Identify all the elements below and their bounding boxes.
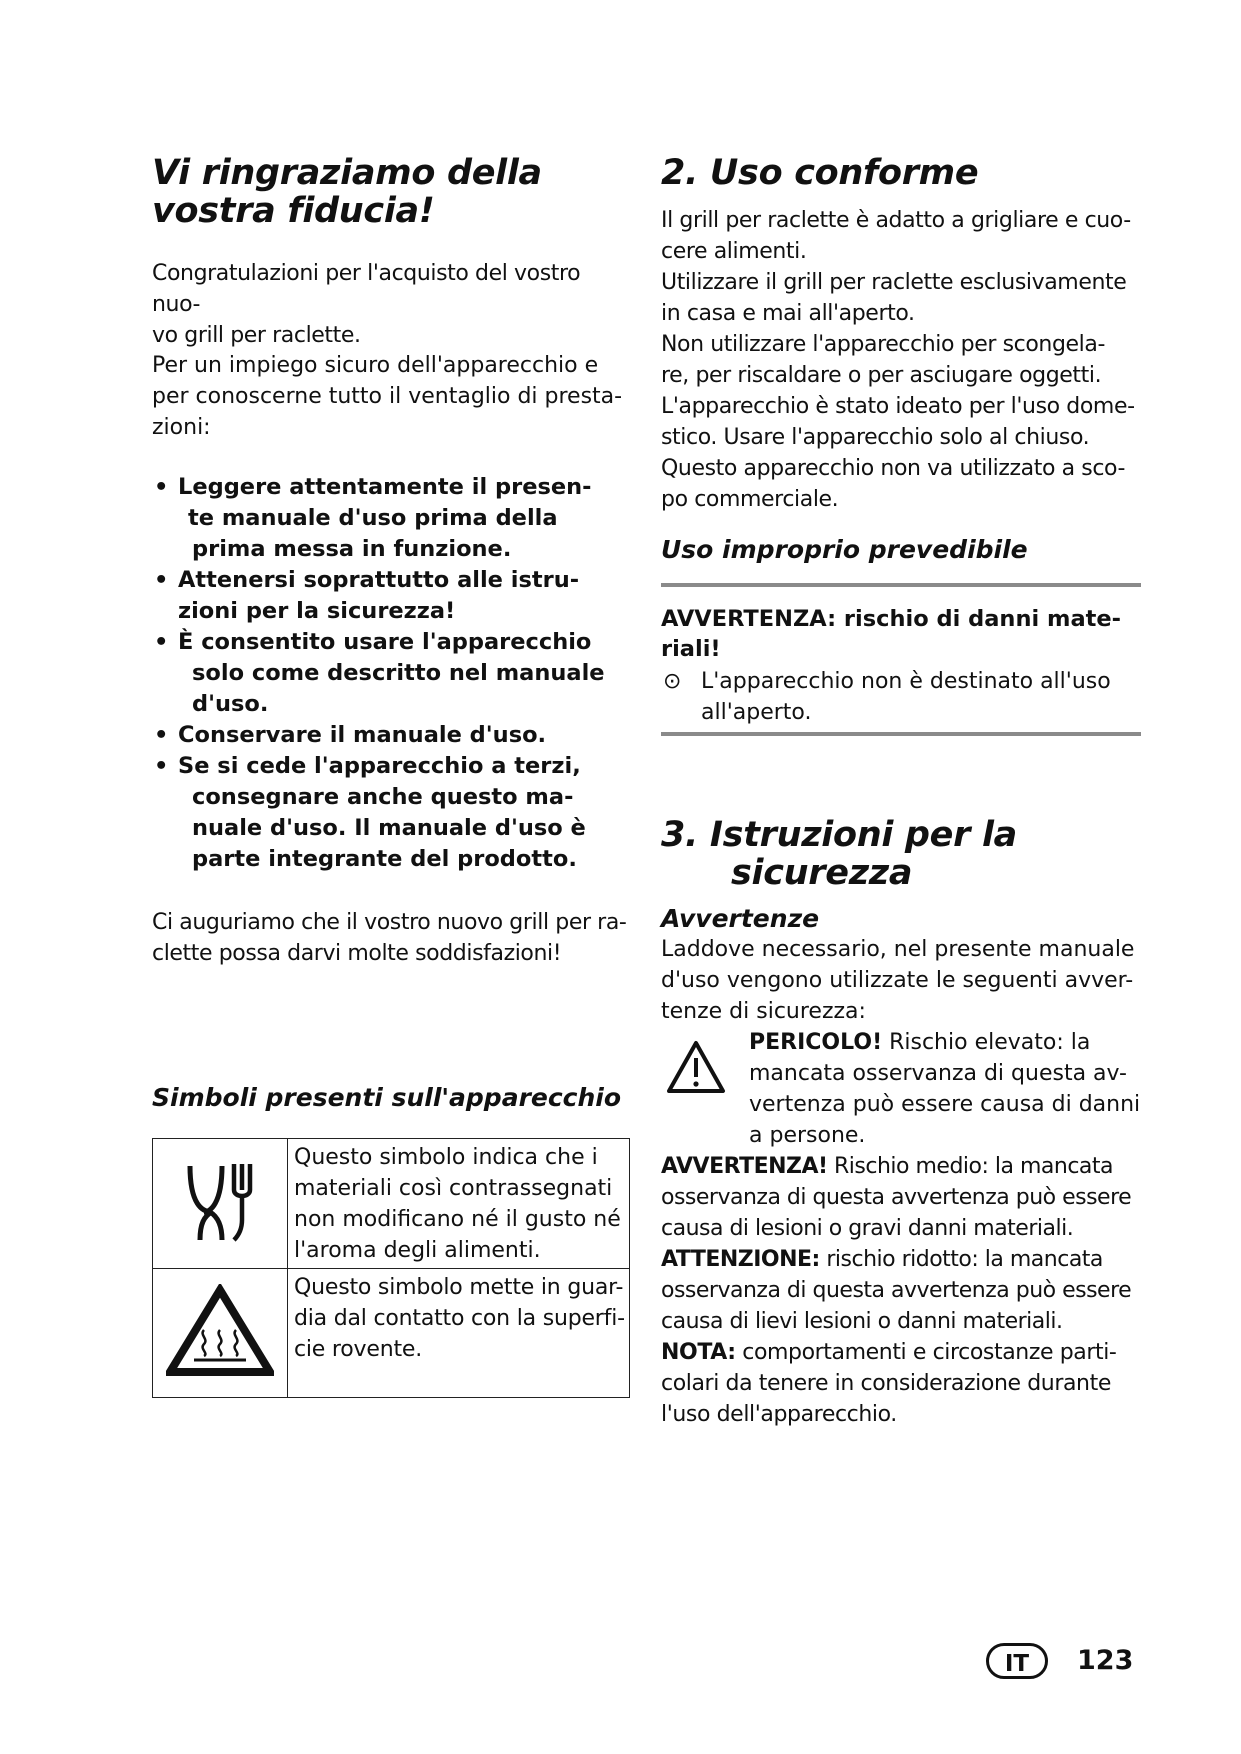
page-number: 123: [1077, 1645, 1134, 1676]
pericolo-block: PERICOLO! Rischio elevato: la mancata osservanza di questa av- vertenza può essere causa di danni a persone.: [661, 1027, 1141, 1151]
symbols-table: [152, 1138, 630, 1398]
attenzione-block: ATTENZIONE: rischio ridotto: la mancata osservanza di questa avvertenza può essere causa di lievi lesioni o danni materiali.: [661, 1247, 1132, 1334]
avvertenza-block: AVVERTENZA! Rischio medio: la mancata osservanza di questa avvertenza può essere causa di lesioni o gravi danni materiali.: [661, 1154, 1132, 1241]
table-row: [153, 1139, 630, 1269]
attenzione-label: ATTENZIONE:: [661, 1247, 820, 1272]
misuse-heading: Uso improprio prevedibile: [661, 535, 1028, 564]
list-item: • Leggere attentamente il presen- te manuale d'uso prima della prima messa in funzione.: [152, 472, 632, 565]
hot-surface-icon: [166, 1284, 274, 1378]
list-item: • Attenersi soprattutto alle istru- zioni per la sicurezza!: [152, 565, 632, 627]
section-2-title: 2. Uso conforme: [661, 153, 979, 193]
symbol-description: Questo simbolo mette in guar- dia dal contatto con la superfi- cie rovente.: [288, 1269, 630, 1398]
warning-item: ⊙ L'apparecchio non è destinato all'uso all'aperto.: [661, 666, 1141, 728]
list-item: • Conservare il manuale d'uso.: [152, 720, 632, 751]
symbols-heading: Simboli presenti sull'apparecchio: [152, 1083, 622, 1112]
title-line-2: vostra fiducia!: [152, 191, 435, 231]
language-badge: IT: [986, 1643, 1048, 1679]
page-title: [152, 154, 542, 230]
avvertenze-heading: Avvertenze: [661, 904, 820, 933]
symbol-cell: [153, 1269, 288, 1398]
symbol-cell: [153, 1139, 288, 1269]
avvertenza-label: AVVERTENZA!: [661, 1154, 828, 1179]
nota-block: NOTA: comportamenti e circostanze parti- colari da tenere in considerazione durante l'uso dell'apparecchio.: [661, 1340, 1117, 1427]
divider: [661, 732, 1141, 736]
divider: [661, 583, 1141, 587]
list-item: • È consentito usare l'apparecchio solo come descritto nel manuale d'uso.: [152, 627, 632, 720]
intro-paragraph-1: Congratulazioni per l'acquisto del vostro nuo- vo grill per raclette.: [152, 261, 581, 348]
nota-label: NOTA:: [661, 1340, 736, 1365]
target-bullet-icon: ⊙: [663, 669, 682, 694]
closing-paragraph: Ci auguriamo che il vostro nuovo grill per ra- clette possa darvi molte soddisfazioni!: [152, 910, 627, 966]
section-2-body: Il grill per raclette è adatto a grigliare e cuo- cere alimenti. Utilizzare il grill per raclette esclusivamente in casa e mai all'aperto. Non utilizzare l'apparecchio per scongela- re, per riscaldare o per asciugare oggetti. L'apparecchio è stato ideato per l'uso dome- stico. Usare l'apparecchio solo al chiuso. Questo apparecchio non va utilizzato a sco- po commerciale.: [661, 208, 1135, 512]
intro-paragraph-2: Per un impiego sicuro dell'apparecchio e per conoscerne tutto il ventaglio di presta- zioni:: [152, 353, 623, 440]
warning-title: AVVERTENZA: rischio di danni mate- riali!: [661, 606, 1121, 662]
section-3-title: 3. Istruzioni per la sicurezza: [661, 815, 1017, 893]
symbol-description: Questo simbolo indica che i materiali così contrassegnati non modificano né il gusto né l'aroma degli alimenti.: [288, 1139, 630, 1269]
table-row: [153, 1269, 630, 1398]
title-line-1: Vi ringraziamo della: [152, 153, 542, 193]
food-safe-icon: [182, 1160, 258, 1244]
pericolo-label: PERICOLO!: [749, 1030, 883, 1055]
avvertenze-intro: Laddove necessario, nel presente manuale d'uso vengono utilizzate le seguenti avver- tenze di sicurezza:: [661, 937, 1135, 1024]
list-item: • Se si cede l'apparecchio a terzi, consegnare anche questo ma- nuale d'uso. Il manuale d'uso è parte integrante del prodotto.: [152, 751, 632, 875]
instructions-list: [152, 472, 632, 875]
warning-triangle-icon: [665, 1039, 727, 1095]
